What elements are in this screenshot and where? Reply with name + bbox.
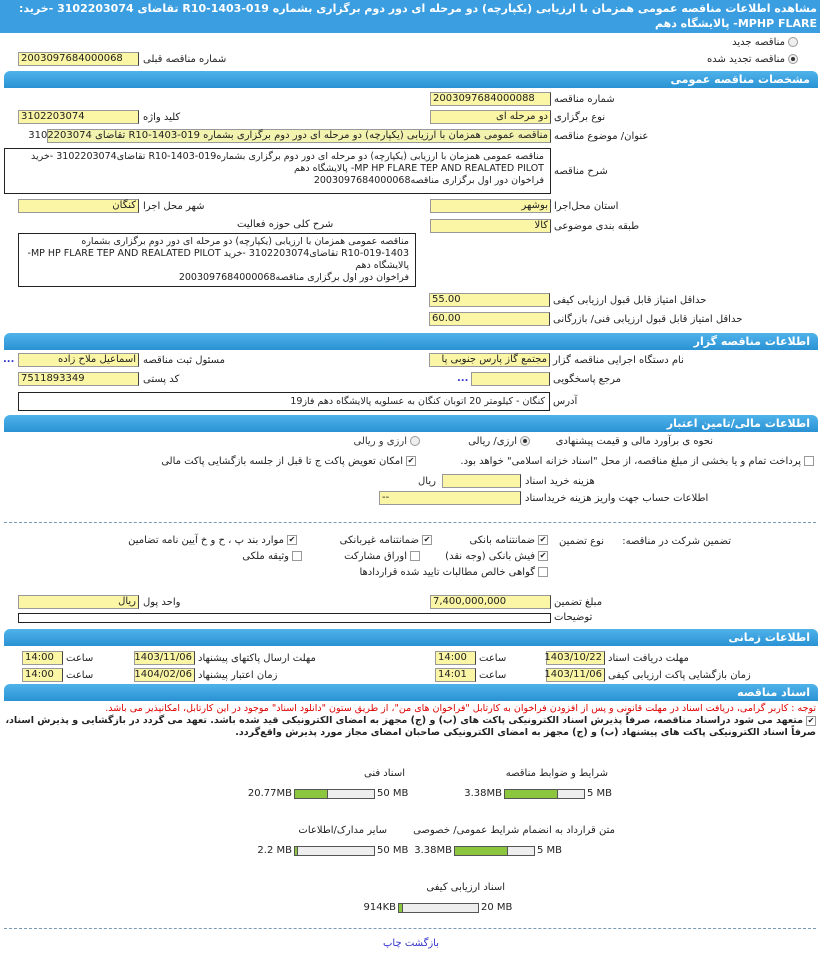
registrar-label: مسئول ثبت مناقصه xyxy=(143,355,225,366)
radio-icon[interactable] xyxy=(520,436,530,446)
document-size-bar[interactable] xyxy=(454,846,535,856)
label: اوراق مشارکت xyxy=(344,551,407,562)
prev-tender-number-label: شماره مناقصه قبلی xyxy=(143,54,227,65)
label: ارزی/ ریالی xyxy=(468,436,517,447)
radio-icon[interactable] xyxy=(788,37,798,47)
guarantee-bonds-checkbox[interactable] xyxy=(344,551,420,562)
registrar-more-button[interactable]: ... xyxy=(3,354,15,365)
label: مناقصه تجدید شده xyxy=(707,54,785,65)
swap-envelope-checkbox[interactable] xyxy=(161,456,416,467)
currency-field[interactable]: ریال xyxy=(18,595,139,609)
reference-field[interactable] xyxy=(471,372,550,386)
document-label: اسناد ارزیابی کیفی xyxy=(426,882,505,893)
min-quality-score-field[interactable]: 55.00 xyxy=(429,293,550,307)
desc-line: MP HP FLARE TEP AND REALATED PILOT- پالایشگاه دهم xyxy=(294,163,544,174)
document-label: سایر مدارک/اطلاعات xyxy=(298,825,387,836)
doc-cost-field[interactable] xyxy=(442,474,521,488)
submit-deadline-field[interactable]: 1403/11/06 xyxy=(134,651,195,665)
label: امکان تعویض پاکت ج تا قبل از جلسه بازگشایی پاکت مالی xyxy=(161,456,403,467)
scope-box xyxy=(18,233,416,287)
tender-type-label: نوع برگزاری xyxy=(554,112,606,123)
commitment-checkbox[interactable] xyxy=(4,715,816,727)
guarantee-nonbank-checkbox[interactable] xyxy=(340,535,432,546)
label: مناقصه جدید xyxy=(732,37,785,48)
city-field[interactable]: کنگان xyxy=(18,199,139,213)
section-timing: اطلاعات زمانی xyxy=(4,629,818,646)
opening-time-field[interactable]: 14:01 xyxy=(435,668,476,682)
radio-rial[interactable] xyxy=(468,436,530,447)
radio-icon[interactable] xyxy=(410,436,420,446)
document-max-size: 50 MB xyxy=(377,788,409,799)
keyword-field[interactable]: 3102203074 xyxy=(18,110,139,124)
tender-number-field[interactable]: 2003097684000088 xyxy=(430,92,551,106)
guarantee-amount-field[interactable]: 7,400,000,000 xyxy=(430,595,551,609)
radio-foreign-and-rial[interactable] xyxy=(354,436,421,447)
document-size-fill xyxy=(505,790,558,798)
doc-cost-unit: ریال xyxy=(418,476,436,487)
postal-code-field[interactable]: 7511893349 xyxy=(18,372,139,386)
registrar-field[interactable]: اسماعیل ملاح زاده xyxy=(18,353,139,367)
category-label: طبقه بندی موضوعی xyxy=(554,221,640,232)
description-box xyxy=(4,148,551,194)
time-label: ساعت xyxy=(479,653,507,664)
label: متعهد می شود دراسناد مناقصه، صرفاً پذیرش اسناد الکترونیکی پاکت های (ب) و (ج) مجهز به امضای الکترونیکی قید شده باشد. تعهد می گردد در بازگشایی و پذیرش اسناد، xyxy=(5,715,803,726)
category-field[interactable]: کالا xyxy=(430,219,551,233)
radio-icon[interactable] xyxy=(788,54,798,64)
min-quality-score-label: حداقل امتیاز قابل قبول ارزیابی کیفی xyxy=(553,295,707,306)
checkbox-icon[interactable]: ✔ xyxy=(539,535,547,544)
province-field[interactable]: بوشهر xyxy=(430,199,551,213)
guarantee-label: تضمین شرکت در مناقصه: xyxy=(622,536,731,547)
validity-date-label: زمان اعتبار پیشنهاد xyxy=(198,670,278,681)
footer-links xyxy=(383,938,439,949)
reference-more-button[interactable]: ... xyxy=(457,373,469,384)
document-size-bar[interactable] xyxy=(504,789,585,799)
notes-field[interactable] xyxy=(18,613,551,623)
scope-label: شرح کلی حوزه فعالیت xyxy=(237,219,334,230)
page-title: مشاهده اطلاعات مناقصه عمومی همزمان با ارزیابی (یکپارچه) دو مرحله ای دور دوم برگزاری بشماره 019-1403-R10 تقاضای 3102203074 -خرید: MPHP FLARE- پالایشگاه دهم xyxy=(0,0,820,33)
document-size: 2.2 MB xyxy=(257,845,292,856)
guarantee-rules-checkbox[interactable] xyxy=(128,535,297,546)
description-label: شرح مناقصه xyxy=(554,166,608,177)
label: گواهی خالص مطالبات تایید شده قراردادها xyxy=(359,567,535,578)
scope-line: 019-1403-R10 تقاضای3102203074 -خرید MP HP FLARE TEP AND REALATED PILOT- xyxy=(27,248,409,259)
doc-deadline-field[interactable]: 1403/10/22 xyxy=(546,651,605,665)
document-size: 914KB xyxy=(363,902,396,913)
notes-label: توضیحات xyxy=(554,612,593,623)
opening-date-field[interactable]: 1403/11/06 xyxy=(546,668,605,682)
submit-time-field[interactable]: 14:00 xyxy=(22,651,63,665)
print-link[interactable]: چاپ xyxy=(383,938,402,949)
opening-date-label: زمان بازگشایی پاکت ارزیابی کیفی xyxy=(608,670,751,681)
organizer-label: نام دستگاه اجرایی مناقصه گزار xyxy=(553,355,684,366)
commitment-line2: صرفاً اسناد الکترونیکی پاکت های پیشنهاد (ب) و (ج) مجهز به امضای الکترونیکی صاحبان امضای مجاز مورد پذیرش واقع‌گردد. xyxy=(235,727,816,738)
organizer-field[interactable]: مجتمع گاز پارس جنوبی پا xyxy=(429,353,550,367)
price-method-label: نحوه ی برآورد مالی و قیمت پیشنهادی xyxy=(555,436,713,447)
reference-label: مرجع پاسخگویی xyxy=(553,374,622,385)
postal-code-label: کد پستی xyxy=(143,374,180,385)
label: پرداخت تمام و یا بخشی از مبلغ مناقصه، از محل "اسناد خزانه اسلامی" خواهد بود. xyxy=(460,456,801,467)
document-label: متن قرارداد به انضمام شرایط عمومی/ خصوصی xyxy=(413,825,615,836)
document-size-bar[interactable] xyxy=(294,789,375,799)
time-label: ساعت xyxy=(66,653,94,664)
document-label: شرایط و ضوابط مناقصه xyxy=(505,768,608,779)
guarantee-type-label: نوع تضمین xyxy=(559,536,604,547)
guarantee-amount-label: مبلغ تضمین xyxy=(554,597,603,608)
city-label: شهر محل اجرا xyxy=(143,201,205,212)
download-notice: توجه : کاربر گرامی، دریافت اسناد در مهلت قانونی و پس از افزودن فراخوان به کارتابل "فراخوان های من"، از طریق ستون "دانلود اسناد" موجود در این کارتابل، امکانپذیر می باشد. xyxy=(105,703,816,714)
radio-renewed-tender[interactable] xyxy=(707,54,798,65)
document-size-fill xyxy=(455,847,508,855)
min-tech-score-label: حداقل امتیاز قابل قبول ارزیابی فنی/ بازرگانی xyxy=(553,314,743,325)
document-size-fill xyxy=(399,904,403,912)
subject-field[interactable]: مناقصه عمومی همزمان با ارزیابی (یکپارچه) دو مرحله ای دور دوم برگزاری بشماره 019-1403-R10 تقاضای 3102203074 xyxy=(47,129,551,143)
keyword-label: کلید واژه xyxy=(143,112,181,123)
document-size: 3.38MB xyxy=(464,788,502,799)
guarantee-cash-checkbox[interactable] xyxy=(445,551,548,562)
checkbox-icon[interactable] xyxy=(804,456,814,466)
checkbox-icon[interactable]: ✔ xyxy=(288,535,296,544)
guarantee-bank-checkbox[interactable] xyxy=(469,535,548,546)
scope-line: فراخوان دور اول برگزاری مناقصه2003097684000068 xyxy=(178,272,409,283)
document-size-fill xyxy=(295,790,328,798)
doc-deadline-label: مهلت دریافت اسناد xyxy=(608,653,689,664)
document-size-fill xyxy=(295,847,298,855)
documents-notes xyxy=(4,703,816,739)
treasury-checkbox[interactable] xyxy=(460,456,814,467)
document-size-bar[interactable] xyxy=(294,846,375,856)
checkbox-icon[interactable]: ✔ xyxy=(423,535,431,544)
document-size-bar[interactable] xyxy=(398,903,479,913)
guarantee-claims-checkbox[interactable] xyxy=(359,567,548,578)
document-size: 20.77MB xyxy=(247,788,292,799)
label: موارد بند پ ، ح و خ آیین نامه تضامین xyxy=(128,535,284,546)
min-tech-score-field[interactable]: 60.00 xyxy=(429,312,550,326)
section-organizer: اطلاعات مناقصه گزار xyxy=(4,333,818,350)
prev-tender-number-field[interactable]: 2003097684000068 xyxy=(18,52,139,66)
label: وثیقه ملکی xyxy=(242,551,289,562)
checkbox-icon[interactable]: ✔ xyxy=(539,551,547,560)
document-size: 3.38MB xyxy=(414,845,452,856)
section-finance: اطلاعات مالی/تامین اعتبار xyxy=(4,415,818,432)
doc-deadline-time-field[interactable]: 14:00 xyxy=(435,651,476,665)
checkbox-icon[interactable]: ✔ xyxy=(807,715,815,725)
desc-line: فراخوان دور اول برگزاری مناقصه2003097684000068 xyxy=(313,175,544,186)
label: ضمانتنامه غیربانکی xyxy=(339,535,419,546)
province-label: استان محل‌اجرا xyxy=(554,201,619,212)
time-label: ساعت xyxy=(66,670,94,681)
scope-line: پالایشگاه دهم xyxy=(355,260,409,271)
label: فیش بانکی (وجه نقد) xyxy=(445,551,535,562)
back-link[interactable]: بازگشت xyxy=(404,938,440,949)
tender-type-field[interactable]: دو مرحله ای xyxy=(430,110,551,124)
document-max-size: 50 MB xyxy=(377,845,409,856)
validity-time-field[interactable]: 14:00 xyxy=(22,668,63,682)
doc-cost-label: هزینه خرید اسناد xyxy=(525,476,595,487)
radio-new-tender[interactable] xyxy=(732,37,798,48)
address-box: کنگان - کیلومتر 20 اتوبان کنگان به عسلویه پالایشگاه دهم فاز19 xyxy=(18,392,550,411)
time-label: ساعت xyxy=(479,670,507,681)
validity-date-field[interactable]: 1404/02/06 xyxy=(134,668,195,682)
scope-line: مناقصه عمومی همزمان با ارزیابی (یکپارچه) دو مرحله ای دور دوم برگزاری بشماره xyxy=(81,236,409,247)
label: ضمانتنامه بانکی xyxy=(469,535,535,546)
label: ارزی و ریالی xyxy=(353,436,407,447)
checkbox-icon[interactable] xyxy=(410,551,420,561)
section-documents: اسناد مناقصه xyxy=(4,684,818,701)
document-max-size: 20 MB xyxy=(481,902,513,913)
account-info-field[interactable]: -- xyxy=(379,491,521,505)
account-info-label: اطلاعات حساب جهت واریز هزینه خریداسناد xyxy=(525,493,709,504)
guarantee-property-checkbox[interactable] xyxy=(242,551,302,562)
section-general: مشخصات مناقصه عمومی xyxy=(4,71,818,88)
document-max-size: 5 MB xyxy=(587,788,613,799)
address-label: آدرس xyxy=(553,396,578,407)
currency-label: واحد پول xyxy=(143,597,181,608)
tender-number-label: شماره مناقصه xyxy=(554,94,615,105)
subject-label: عنوان/ موضوع مناقصه xyxy=(554,131,649,142)
desc-line: مناقصه عمومی همزمان با ارزیابی (یکپارچه) دو مرحله ای دور دوم برگزاری بشماره019-1403-R10 تقاضای3102203074 -خرید xyxy=(31,151,544,162)
checkbox-icon[interactable]: ✔ xyxy=(407,456,415,465)
document-max-size: 5 MB xyxy=(537,845,563,856)
submit-deadline-label: مهلت ارسال پاکتهای پیشنهاد xyxy=(198,653,316,664)
checkbox-icon[interactable] xyxy=(292,551,302,561)
checkbox-icon[interactable] xyxy=(538,567,548,577)
document-label: اسناد فنی xyxy=(364,768,405,779)
